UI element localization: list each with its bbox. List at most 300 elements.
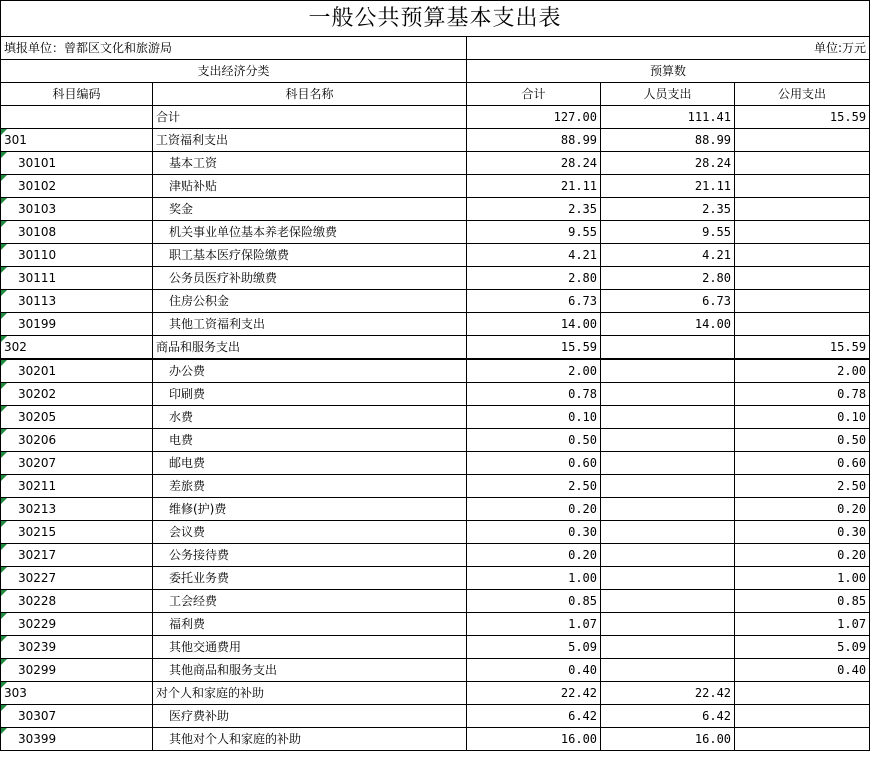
table-row [1, 728, 870, 751]
cell-public-text: 0.20 [837, 548, 867, 562]
cell-personnel[interactable] [601, 682, 735, 705]
cell-personnel[interactable] [601, 267, 735, 290]
cell-code-text: 30103 [18, 202, 57, 216]
cell-marker-icon [1, 198, 7, 204]
cell-code-text: 30199 [18, 317, 57, 331]
cell-name-text: 商品和服务支出 [156, 340, 241, 354]
cell-public[interactable] [735, 682, 870, 705]
cell-public[interactable] [735, 221, 870, 244]
cell-marker-icon [1, 705, 7, 711]
cell-code-text: 30113 [18, 294, 57, 308]
cell-name-text: 邮电费 [169, 456, 206, 470]
cell-code-text: 30228 [18, 594, 57, 608]
cell-personnel[interactable] [601, 129, 735, 152]
cell-public[interactable] [735, 267, 870, 290]
cell-public[interactable] [735, 244, 870, 267]
cell-code-text: 30102 [18, 179, 57, 193]
cell-personnel[interactable] [601, 429, 735, 452]
cell-marker-icon [1, 406, 7, 412]
cell-public[interactable] [735, 383, 870, 406]
cell-name-text: 医疗费补助 [169, 709, 230, 723]
cell-marker-icon [1, 521, 7, 527]
cell-public-text: 0.30 [837, 525, 867, 539]
unit-info-row [1, 37, 870, 60]
cell-total-text: 6.42 [568, 709, 598, 723]
cell-name-text: 工会经费 [169, 594, 218, 608]
table-row [1, 613, 870, 636]
cell-name-text: 维修(护)费 [169, 502, 227, 516]
cell-code[interactable] [1, 567, 153, 590]
cell-personnel-text: 9.55 [702, 225, 732, 239]
cell-personnel-text: 6.42 [702, 709, 732, 723]
cell-total-text: 4.21 [568, 248, 598, 262]
cell-name-text: 其他交通费用 [169, 640, 242, 654]
header-public: 公用支出 [735, 83, 870, 106]
cell-name-text: 其他商品和服务支出 [169, 663, 278, 677]
cell-code[interactable] [1, 590, 153, 613]
cell-total-text: 2.00 [568, 364, 598, 378]
cell-total[interactable] [467, 475, 601, 498]
table-row [1, 336, 870, 360]
cell-personnel[interactable] [601, 244, 735, 267]
cell-total-text: 0.10 [568, 410, 598, 424]
cell-total-text: 1.00 [568, 571, 598, 585]
table-row [1, 682, 870, 705]
cell-personnel-text: 16.00 [694, 732, 732, 746]
cell-marker-icon [1, 590, 7, 596]
cell-marker-icon [1, 383, 7, 389]
cell-code[interactable] [1, 244, 153, 267]
cell-total[interactable] [467, 175, 601, 198]
cell-public-text: 0.10 [837, 410, 867, 424]
cell-code[interactable] [1, 383, 153, 406]
cell-personnel[interactable] [601, 152, 735, 175]
cell-personnel[interactable] [601, 106, 735, 129]
cell-public[interactable] [735, 313, 870, 336]
cell-code[interactable] [1, 221, 153, 244]
cell-public-text: 2.50 [837, 479, 867, 493]
cell-code[interactable] [1, 452, 153, 475]
cell-name[interactable] [153, 129, 467, 152]
cell-code[interactable] [1, 152, 153, 175]
cell-total[interactable] [467, 198, 601, 221]
cell-name[interactable] [153, 290, 467, 313]
cell-code[interactable] [1, 728, 153, 751]
cell-public-text: 15.59 [829, 110, 867, 124]
cell-marker-icon [1, 360, 7, 366]
cell-public[interactable] [735, 613, 870, 636]
cell-code-text: 30227 [18, 571, 57, 585]
cell-code-text: 30101 [18, 156, 57, 170]
unit-label: 单位:万元 [467, 37, 870, 60]
cell-code[interactable] [1, 521, 153, 544]
cell-code-text: 30202 [18, 387, 57, 401]
cell-public[interactable] [735, 498, 870, 521]
cell-total[interactable] [467, 359, 601, 383]
cell-personnel[interactable] [601, 383, 735, 406]
cell-total[interactable] [467, 129, 601, 152]
cell-total-text: 2.80 [568, 271, 598, 285]
cell-code[interactable] [1, 129, 153, 152]
table-row [1, 567, 870, 590]
cell-public-text: 15.59 [829, 340, 867, 354]
table-row [1, 452, 870, 475]
cell-personnel-text: 2.80 [702, 271, 732, 285]
cell-name[interactable] [153, 267, 467, 290]
table-row [1, 590, 870, 613]
cell-code[interactable] [1, 613, 153, 636]
cell-personnel-text: 28.24 [694, 156, 732, 170]
cell-code[interactable] [1, 636, 153, 659]
cell-code[interactable] [1, 406, 153, 429]
cell-total[interactable] [467, 705, 601, 728]
cell-personnel[interactable] [601, 406, 735, 429]
cell-marker-icon [1, 613, 7, 619]
cell-code[interactable] [1, 267, 153, 290]
cell-name[interactable] [153, 429, 467, 452]
cell-total[interactable] [467, 521, 601, 544]
cell-name-text: 水费 [169, 410, 194, 424]
cell-code-text: 30211 [18, 479, 57, 493]
cell-personnel-text: 2.35 [702, 202, 732, 216]
cell-code-text: 30201 [18, 364, 57, 378]
cell-name[interactable] [153, 728, 467, 751]
cell-public[interactable] [735, 406, 870, 429]
cell-code[interactable] [1, 198, 153, 221]
cell-name-text: 委托业务费 [169, 571, 230, 585]
header-budget: 预算数 [467, 60, 870, 83]
cell-code-text: 30217 [18, 548, 57, 562]
cell-personnel[interactable] [601, 613, 735, 636]
cell-marker-icon [1, 659, 7, 665]
cell-public[interactable] [735, 198, 870, 221]
cell-personnel-text: 4.21 [702, 248, 732, 262]
cell-total-text: 14.00 [560, 317, 598, 331]
cell-name[interactable] [153, 636, 467, 659]
cell-marker-icon [1, 290, 7, 296]
cell-name-text: 其他工资福利支出 [169, 317, 266, 331]
cell-total-text: 21.11 [560, 179, 598, 193]
cell-code-text: 30111 [18, 271, 57, 285]
cell-public[interactable] [735, 106, 870, 129]
cell-public[interactable] [735, 452, 870, 475]
cell-total[interactable] [467, 452, 601, 475]
cell-total[interactable] [467, 659, 601, 682]
cell-personnel-text: 22.42 [694, 686, 732, 700]
cell-total-text: 0.78 [568, 387, 598, 401]
cell-personnel[interactable] [601, 705, 735, 728]
cell-name-text: 公务员医疗补助缴费 [169, 271, 278, 285]
cell-name-text: 工资福利支出 [156, 133, 229, 147]
cell-code-text: 30299 [18, 663, 57, 677]
cell-code[interactable] [1, 359, 153, 383]
cell-name[interactable] [153, 336, 467, 360]
cell-public[interactable] [735, 429, 870, 452]
cell-name[interactable] [153, 475, 467, 498]
cell-code[interactable] [1, 544, 153, 567]
cell-total[interactable] [467, 221, 601, 244]
cell-personnel[interactable] [601, 290, 735, 313]
table-row [1, 106, 870, 129]
cell-name[interactable] [153, 682, 467, 705]
table-row [1, 498, 870, 521]
cell-code[interactable] [1, 336, 153, 360]
cell-marker-icon [1, 429, 7, 435]
table-row [1, 406, 870, 429]
cell-total[interactable] [467, 544, 601, 567]
cell-name[interactable] [153, 244, 467, 267]
cell-code[interactable] [1, 475, 153, 498]
cell-code[interactable] [1, 498, 153, 521]
cell-total[interactable] [467, 244, 601, 267]
table-row [1, 429, 870, 452]
cell-total[interactable] [467, 406, 601, 429]
cell-total-text: 0.30 [568, 525, 598, 539]
cell-personnel[interactable] [601, 475, 735, 498]
table-row [1, 152, 870, 175]
cell-total-text: 88.99 [560, 133, 598, 147]
cell-personnel[interactable] [601, 498, 735, 521]
cell-personnel[interactable] [601, 728, 735, 751]
cell-code-text: 30215 [18, 525, 57, 539]
cell-total[interactable] [467, 152, 601, 175]
cell-name[interactable] [153, 221, 467, 244]
cell-total-text: 127.00 [553, 110, 598, 124]
cell-name[interactable] [153, 198, 467, 221]
cell-code[interactable] [1, 705, 153, 728]
cell-name[interactable] [153, 383, 467, 406]
table-row [1, 267, 870, 290]
cell-public-text: 5.09 [837, 640, 867, 654]
cell-public[interactable] [735, 636, 870, 659]
cell-public-text: 0.85 [837, 594, 867, 608]
cell-code-text: 30206 [18, 433, 57, 447]
cell-personnel[interactable] [601, 313, 735, 336]
table-row [1, 244, 870, 267]
cell-total[interactable] [467, 636, 601, 659]
cell-total[interactable] [467, 498, 601, 521]
cell-total[interactable] [467, 429, 601, 452]
cell-public-text: 0.60 [837, 456, 867, 470]
cell-public-text: 1.07 [837, 617, 867, 631]
cell-personnel[interactable] [601, 590, 735, 613]
cell-code-text: 303 [4, 686, 27, 700]
table-title: 一般公共预算基本支出表 [0, 0, 870, 37]
cell-public-text: 0.78 [837, 387, 867, 401]
cell-public[interactable] [735, 728, 870, 751]
cell-name-text: 公务接待费 [169, 548, 230, 562]
cell-public[interactable] [735, 590, 870, 613]
cell-code-text: 30213 [18, 502, 57, 516]
table-row [1, 383, 870, 406]
cell-total[interactable] [467, 383, 601, 406]
cell-marker-icon [1, 129, 7, 135]
cell-code[interactable] [1, 682, 153, 705]
cell-total-text: 0.40 [568, 663, 598, 677]
cell-public[interactable] [735, 567, 870, 590]
cell-personnel[interactable] [601, 544, 735, 567]
cell-public[interactable] [735, 544, 870, 567]
reporting-unit: 填报单位：曾都区文化和旅游局 [1, 37, 467, 60]
cell-name-text: 办公费 [169, 364, 206, 378]
cell-code-text: 301 [4, 133, 27, 147]
cell-name-text: 会议费 [169, 525, 206, 539]
cell-name[interactable] [153, 452, 467, 475]
table-row [1, 659, 870, 682]
cell-name-text: 津贴补贴 [169, 179, 218, 193]
cell-code[interactable] [1, 106, 153, 129]
cell-name-text: 基本工资 [169, 156, 218, 170]
cell-total-text: 0.20 [568, 502, 598, 516]
cell-marker-icon [1, 267, 7, 273]
cell-code-text: 30108 [18, 225, 57, 239]
cell-personnel[interactable] [601, 636, 735, 659]
cell-total[interactable] [467, 682, 601, 705]
cell-total-text: 9.55 [568, 225, 598, 239]
cell-public[interactable] [735, 152, 870, 175]
cell-name[interactable] [153, 152, 467, 175]
header-personnel: 人员支出 [601, 83, 735, 106]
cell-code[interactable] [1, 659, 153, 682]
cell-public[interactable] [735, 659, 870, 682]
cell-name-text: 奖金 [169, 202, 194, 216]
cell-personnel[interactable] [601, 175, 735, 198]
cell-personnel[interactable] [601, 659, 735, 682]
cell-personnel[interactable] [601, 359, 735, 383]
cell-code[interactable] [1, 175, 153, 198]
cell-name-text: 电费 [169, 433, 194, 447]
cell-name[interactable] [153, 313, 467, 336]
header-category: 支出经济分类 [1, 60, 467, 83]
cell-marker-icon [1, 336, 7, 342]
table-row [1, 198, 870, 221]
cell-total-text: 5.09 [568, 640, 598, 654]
cell-public[interactable] [735, 290, 870, 313]
cell-personnel[interactable] [601, 452, 735, 475]
cell-total-text: 0.85 [568, 594, 598, 608]
cell-code[interactable] [1, 290, 153, 313]
cell-name[interactable] [153, 659, 467, 682]
cell-name-text: 福利费 [169, 617, 206, 631]
cell-public-text: 2.00 [837, 364, 867, 378]
cell-total-text: 1.07 [568, 617, 598, 631]
cell-total-text: 22.42 [560, 686, 598, 700]
cell-total[interactable] [467, 728, 601, 751]
cell-total[interactable] [467, 336, 601, 360]
cell-name[interactable] [153, 175, 467, 198]
cell-personnel[interactable] [601, 567, 735, 590]
cell-total-text: 0.50 [568, 433, 598, 447]
cell-public-text: 0.40 [837, 663, 867, 677]
cell-total[interactable] [467, 613, 601, 636]
cell-code-text: 30229 [18, 617, 57, 631]
cell-name-text: 对个人和家庭的补助 [156, 686, 265, 700]
cell-code-text: 30307 [18, 709, 57, 723]
cell-personnel[interactable] [601, 198, 735, 221]
cell-total[interactable] [467, 290, 601, 313]
cell-name[interactable] [153, 613, 467, 636]
header-total: 合计 [467, 83, 601, 106]
cell-public-text: 1.00 [837, 571, 867, 585]
header-row-1 [1, 60, 870, 83]
cell-name[interactable] [153, 498, 467, 521]
table-row [1, 221, 870, 244]
cell-code-text: 30399 [18, 732, 57, 746]
table-row [1, 705, 870, 728]
cell-personnel-text: 88.99 [694, 133, 732, 147]
cell-total[interactable] [467, 590, 601, 613]
cell-code[interactable] [1, 313, 153, 336]
cell-total-text: 6.73 [568, 294, 598, 308]
cell-code[interactable] [1, 429, 153, 452]
cell-public[interactable] [735, 129, 870, 152]
cell-name[interactable] [153, 406, 467, 429]
cell-name[interactable] [153, 106, 467, 129]
cell-personnel[interactable] [601, 336, 735, 360]
cell-personnel[interactable] [601, 221, 735, 244]
cell-name-text: 住房公积金 [169, 294, 230, 308]
cell-public[interactable] [735, 336, 870, 360]
cell-marker-icon [1, 498, 7, 504]
cell-total[interactable] [467, 567, 601, 590]
table-row [1, 636, 870, 659]
cell-marker-icon [1, 452, 7, 458]
cell-total-text: 2.35 [568, 202, 598, 216]
table-row [1, 129, 870, 152]
cell-personnel[interactable] [601, 521, 735, 544]
cell-public[interactable] [735, 521, 870, 544]
cell-total[interactable] [467, 313, 601, 336]
cell-total-text: 15.59 [560, 340, 598, 354]
cell-marker-icon [1, 244, 7, 250]
table-row [1, 475, 870, 498]
header-code: 科目编码 [1, 83, 153, 106]
cell-name[interactable] [153, 359, 467, 383]
cell-total[interactable] [467, 267, 601, 290]
cell-total-text: 28.24 [560, 156, 598, 170]
table-row [1, 175, 870, 198]
cell-code-text: 30205 [18, 410, 57, 424]
cell-code-text: 30207 [18, 456, 57, 470]
cell-name[interactable] [153, 567, 467, 590]
cell-total-text: 16.00 [560, 732, 598, 746]
cell-public[interactable] [735, 175, 870, 198]
cell-marker-icon [1, 544, 7, 550]
cell-marker-icon [1, 313, 7, 319]
cell-name-text: 其他对个人和家庭的补助 [169, 732, 302, 746]
cell-name[interactable] [153, 705, 467, 728]
cell-code-text: 30110 [18, 248, 57, 262]
budget-table [0, 36, 870, 751]
cell-name-text: 差旅费 [169, 479, 206, 493]
cell-name[interactable] [153, 590, 467, 613]
cell-total[interactable] [467, 106, 601, 129]
cell-public-text: 0.50 [837, 433, 867, 447]
cell-personnel-text: 21.11 [694, 179, 732, 193]
cell-public-text: 0.20 [837, 502, 867, 516]
table-row [1, 359, 870, 383]
cell-public[interactable] [735, 705, 870, 728]
cell-name[interactable] [153, 521, 467, 544]
cell-marker-icon [1, 152, 7, 158]
cell-name-text: 合计 [156, 110, 181, 124]
cell-marker-icon [1, 221, 7, 227]
cell-public[interactable] [735, 359, 870, 383]
cell-marker-icon [1, 175, 7, 181]
cell-name[interactable] [153, 544, 467, 567]
cell-public[interactable] [735, 475, 870, 498]
header-name: 科目名称 [153, 83, 467, 106]
